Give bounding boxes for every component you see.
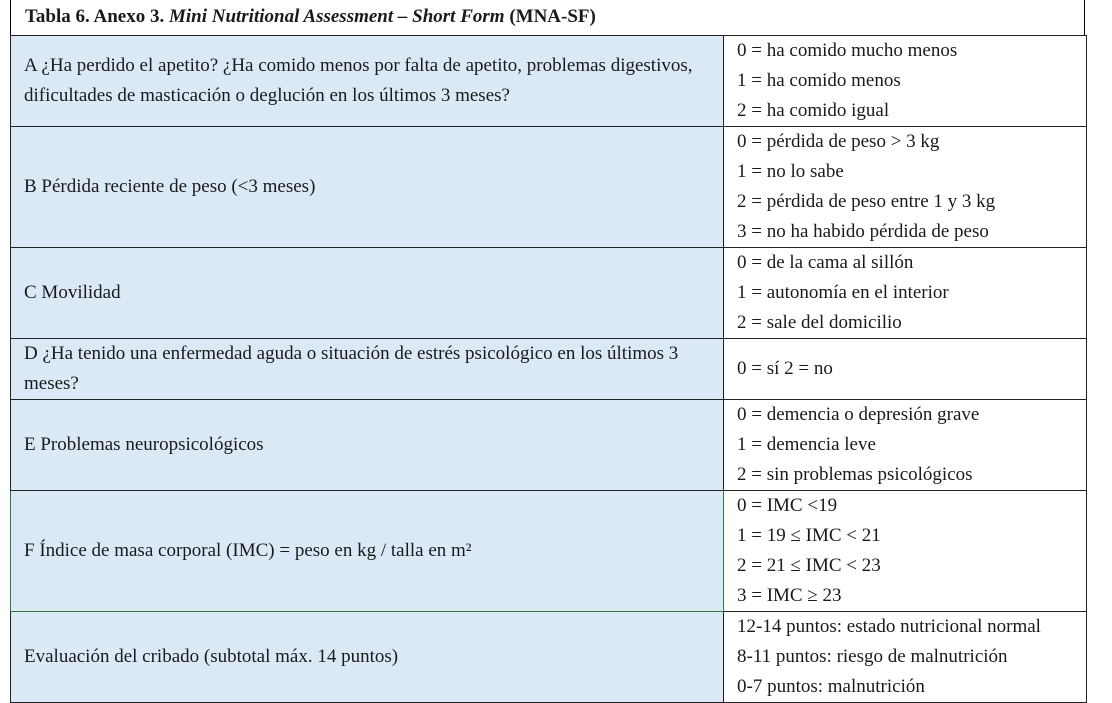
title-italic: Mini Nutritional Assessment – Short Form (168, 6, 505, 27)
option-text: 0-7 puntos: malnutrición (737, 676, 925, 697)
option-text: 2 = sin problemas psicológicos (737, 464, 973, 485)
question-text: E Problemas neuropsicológicos (24, 434, 264, 455)
table-row (11, 339, 1087, 400)
table-row (11, 36, 1087, 127)
option-text: 0 = pérdida de peso > 3 kg (737, 131, 940, 152)
table-title (25, 6, 596, 28)
option-text: 1 = no lo sabe (737, 161, 844, 182)
options-cell (724, 400, 1087, 491)
question-text: D ¿Ha tenido una enfermedad aguda o situación de estrés psicológico en los últimos 3 meses? (24, 343, 679, 394)
options-cell (724, 248, 1087, 339)
option-text: 1 = ha comido menos (737, 70, 901, 91)
options-cell (724, 339, 1087, 400)
question-text: F Índice de masa corporal (IMC) = peso en kg / talla en m² (24, 540, 472, 561)
option-text: 2 = sale del domicilio (737, 312, 902, 333)
question-cell (11, 248, 724, 339)
option-text: 2 = pérdida de peso entre 1 y 3 kg (737, 191, 996, 212)
table-title-bar (10, 0, 1085, 35)
question-text: B Pérdida reciente de peso (<3 meses) (24, 176, 316, 197)
table-row (11, 248, 1087, 339)
option-text: 3 = no ha habido pérdida de peso (737, 221, 989, 242)
question-cell (11, 491, 724, 612)
table-row (11, 491, 1087, 612)
option-text: 8-11 puntos: riesgo de malnutrición (737, 646, 1008, 667)
options-cell (724, 612, 1087, 703)
option-text: 0 = IMC <19 (737, 495, 838, 516)
question-cell (11, 612, 724, 703)
option-text: 0 = sí 2 = no (737, 358, 833, 379)
option-text: 2 = ha comido igual (737, 100, 890, 121)
option-text: 2 = 21 ≤ IMC < 23 (737, 555, 881, 576)
options-cell (724, 36, 1087, 127)
question-cell (11, 36, 724, 127)
question-text: A ¿Ha perdido el apetito? ¿Ha comido menos por falta de apetito, problemas digestivos, dificultades de masticación o deglución en los últimos 3 meses? (24, 55, 693, 106)
table-row (11, 400, 1087, 491)
title-suffix: (MNA-SF) (509, 6, 596, 27)
question-cell (11, 400, 724, 491)
option-text: 0 = de la cama al sillón (737, 252, 914, 273)
option-text: 0 = ha comido mucho menos (737, 40, 958, 61)
mna-sf-table (10, 35, 1087, 703)
option-text: 1 = autonomía en el interior (737, 282, 949, 303)
option-text: 1 = 19 ≤ IMC < 21 (737, 525, 881, 546)
options-cell (724, 127, 1087, 248)
table-row (11, 612, 1087, 703)
option-text: 12-14 puntos: estado nutricional normal (737, 616, 1041, 637)
option-text: 1 = demencia leve (737, 434, 876, 455)
title-prefix: Tabla 6. Anexo 3. (25, 6, 165, 27)
question-text: Evaluación del cribado (subtotal máx. 14 puntos) (24, 646, 399, 667)
options-cell (724, 491, 1087, 612)
question-text: C Movilidad (24, 282, 121, 303)
option-text: 3 = IMC ≥ 23 (737, 585, 842, 606)
table-row (11, 127, 1087, 248)
question-cell (11, 339, 724, 400)
question-cell (11, 127, 724, 248)
option-text: 0 = demencia o depresión grave (737, 404, 980, 425)
